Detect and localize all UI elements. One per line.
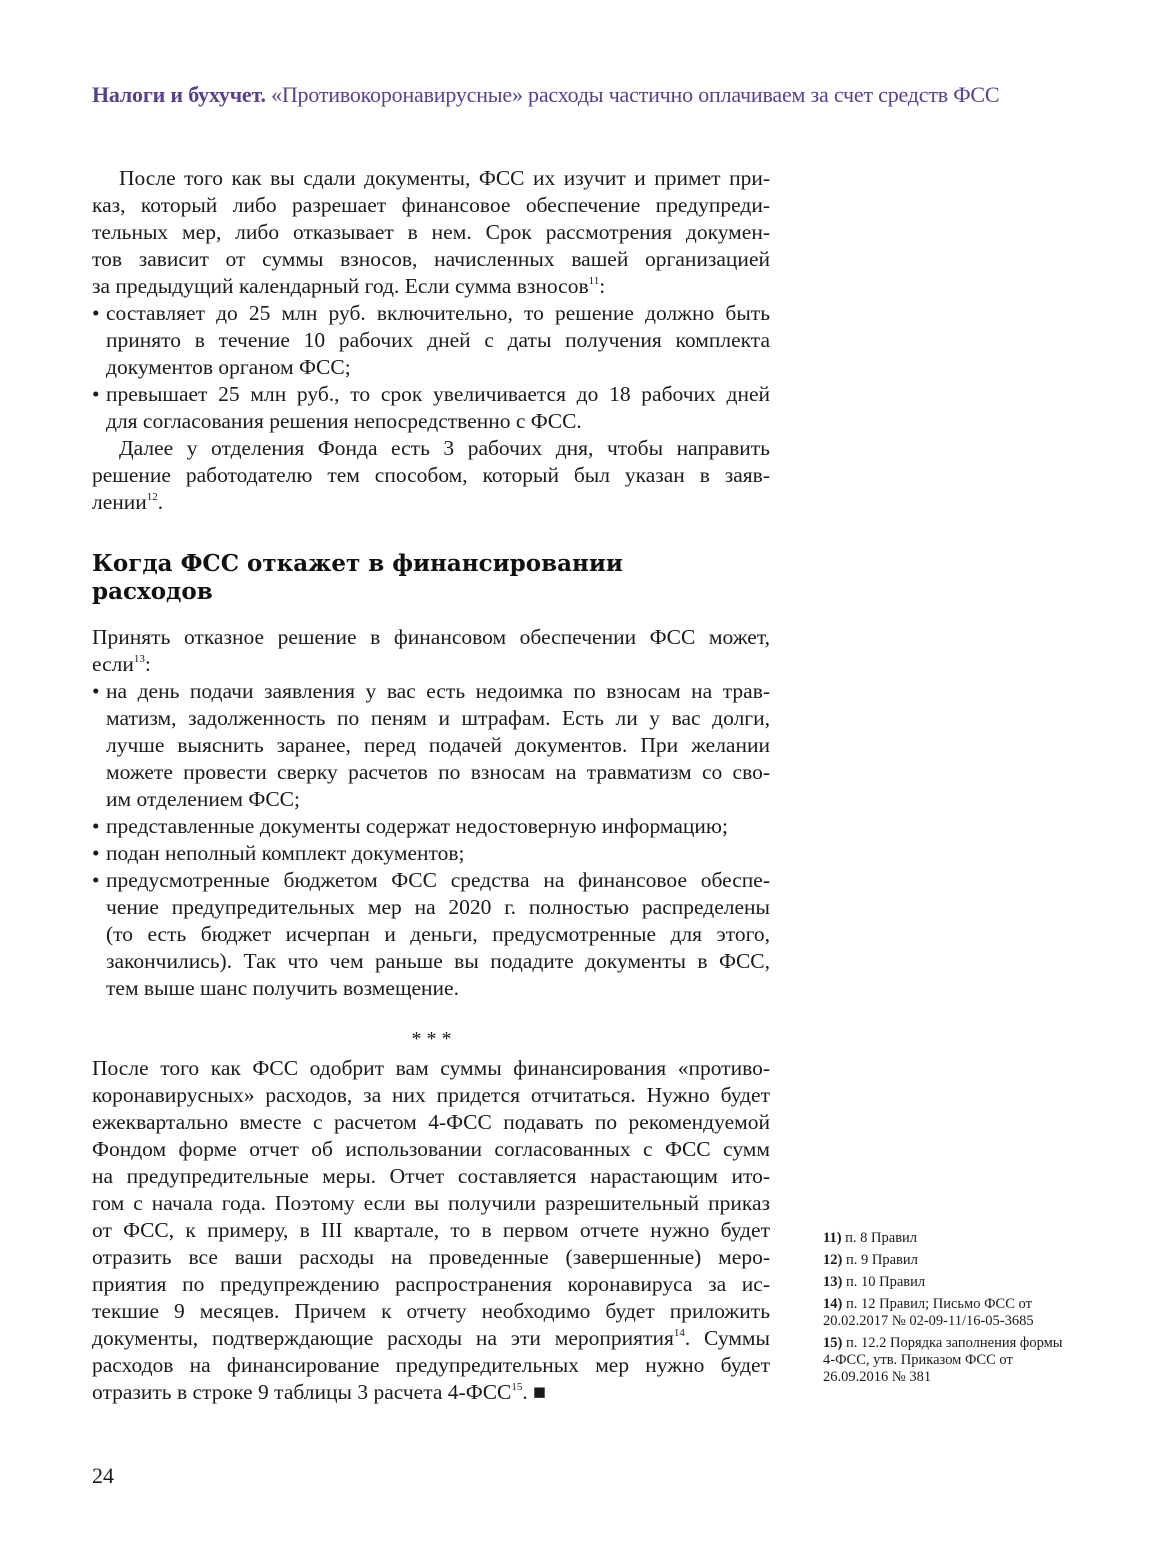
page-number: 24 [92, 1463, 114, 1488]
text-line [92, 1190, 770, 1217]
text-line [92, 651, 770, 678]
line-text: на день подачи заявления у вас есть недоимка по взносам на трав- [106, 679, 770, 703]
running-header [92, 82, 999, 108]
bullet-item [92, 840, 770, 867]
text-line [106, 732, 770, 759]
line-text: отразить все ваши расходы на проведенные (завершенные) меро- [92, 1245, 770, 1269]
footnote-text: п. 12.2 Порядка заполнения формы 4-ФСС, утв. Приказом ФСС от 26.09.2016 № 381 [823, 1335, 1063, 1385]
text-line [106, 705, 770, 732]
line-text: ежеквартально вместе с расчетом 4-ФСС подавать по рекомендуемой [92, 1110, 770, 1134]
line-text: предусмотренные бюджетом ФСС средства на финансовое обеспе- [106, 868, 770, 892]
text-line [106, 759, 770, 786]
text-line [106, 678, 770, 705]
text-line [92, 1379, 770, 1406]
line-text: закончились). Так что чем раньше вы подадите документы в ФСС, [106, 949, 770, 973]
footnote [823, 1252, 1063, 1269]
line-text-after: . [157, 490, 164, 514]
paragraph [92, 624, 770, 678]
line-text: чение предупредительных мер на 2020 г. полностью распределены [106, 895, 770, 919]
footnote-ref: 15 [511, 1381, 523, 1393]
footnote-text: п. 12 Правил; Письмо ФСС от 20.02.2017 № 02-09-11/16-05-3685 [823, 1296, 1034, 1329]
text-line [92, 246, 770, 273]
footnote-number: 13) [823, 1274, 843, 1290]
footnote-number: 14) [823, 1296, 843, 1312]
text-line [92, 1298, 770, 1325]
line-text: гом с начала года. Поэтому если вы получили разрешительный приказ [92, 1191, 770, 1215]
text-block-refusal-reasons [92, 624, 770, 1002]
text-line [92, 1163, 770, 1190]
text-line [92, 1055, 770, 1082]
text-line [106, 354, 770, 381]
bullet-item [92, 813, 770, 840]
line-text: тельных мер, либо отказывает в нем. Срок рассмотрения докумен- [92, 220, 770, 244]
text-line [92, 192, 770, 219]
line-text: текшие 9 месяцев. Причем к отчету необходимо будет приложить [92, 1299, 770, 1323]
line-text: за предыдущий календарный год. Если сумма взносов [92, 274, 589, 298]
bullet-item [92, 678, 770, 813]
footnotes [823, 1230, 1063, 1391]
text-line [92, 1325, 770, 1352]
text-line [92, 273, 770, 300]
text-line [106, 948, 770, 975]
text-line [106, 921, 770, 948]
paragraph [92, 165, 770, 300]
text-line [92, 1244, 770, 1271]
line-text: если [92, 652, 134, 676]
footnote [823, 1274, 1063, 1291]
line-text: тем выше шанс получить возмещение. [106, 976, 459, 1000]
bullet-item [92, 381, 770, 435]
paragraph [92, 1055, 770, 1406]
line-text: на предупредительные меры. Отчет составляется нарастающим ито- [92, 1164, 770, 1188]
line-text: лучше выяснить заранее, перед подачей документов. При желании [106, 733, 770, 757]
line-text: Далее у отделения Фонда есть 3 рабочих дня, чтобы направить [119, 436, 770, 460]
heading-line: Когда ФСС откажет в финансировании [92, 550, 623, 577]
footnote [823, 1230, 1063, 1247]
text-line [92, 1109, 770, 1136]
line-text: можете провести сверку расчетов по взносам на травматизм со сво- [106, 760, 770, 784]
heading-line: расходов [92, 578, 213, 605]
line-text-after: . ■ [522, 1380, 547, 1404]
text-line [106, 975, 770, 1002]
line-text: принято в течение 10 рабочих дней с даты получения комплекта [106, 328, 770, 352]
footnote-text: п. 8 Правил [845, 1230, 918, 1246]
line-text-after: : [599, 274, 606, 298]
text-line [106, 867, 770, 894]
text-line [92, 624, 770, 651]
line-text: представленные документы содержат недостоверную информацию; [106, 814, 728, 838]
line-text: решение работодателю тем способом, который был указан в заяв- [92, 463, 770, 487]
line-text: (то есть бюджет исчерпан и деньги, предусмотренные для этого, [106, 922, 770, 946]
footnote-number: 12) [823, 1252, 843, 1268]
line-text: После того как ФСС одобрит вам суммы финансирования «противо- [92, 1056, 770, 1080]
line-text: каз, который либо разрешает финансовое обеспечение предупреди- [92, 193, 770, 217]
line-text: приятия по предупреждению распространения коронавируса за ис- [92, 1272, 770, 1296]
line-text: матизм, задолженность по пеням и штрафам. Есть ли у вас долги, [106, 706, 770, 730]
text-line [92, 1082, 770, 1109]
footnote-number: 15) [823, 1335, 843, 1351]
line-text: коронавирусных» расходов, за них придется отчитаться. Нужно будет [92, 1083, 770, 1107]
text-line [92, 1352, 770, 1379]
text-line [106, 813, 770, 840]
text-line [92, 1136, 770, 1163]
separator: * * * [411, 1028, 452, 1050]
text-line [92, 435, 770, 462]
footnote-number: 11) [823, 1230, 842, 1246]
text-line [106, 327, 770, 354]
text-line [92, 462, 770, 489]
line-text: отразить в строке 9 таблицы 3 расчета 4-ФСС [92, 1380, 512, 1404]
footnote-ref: 13 [133, 653, 145, 665]
footnote [823, 1335, 1063, 1386]
line-text: от ФСС, к примеру, в III квартале, то в первом отчете нужно будет [92, 1218, 770, 1242]
line-text: документов органом ФСС; [106, 355, 351, 379]
text-line [106, 300, 770, 327]
text-line [92, 219, 770, 246]
footnote-text: п. 9 Правил [845, 1252, 918, 1268]
text-line [106, 381, 770, 408]
line-text: превышает 25 млн руб., то срок увеличивается до 18 рабочих дней [106, 382, 770, 406]
line-text: После того как вы сдали документы, ФСС их изучит и примет при- [119, 166, 770, 190]
line-text: подан неполный комплект документов; [106, 841, 465, 865]
line-text: документы, подтверждающие расходы на эти мероприятия [92, 1326, 674, 1350]
line-text: им отделением ФСС; [106, 787, 300, 811]
bullet-item [92, 867, 770, 1002]
line-text: лении [92, 490, 147, 514]
footnote-ref: 14 [673, 1327, 685, 1339]
footnote-ref: 12 [146, 491, 158, 503]
text-line [106, 840, 770, 867]
text-block-review-terms [92, 165, 770, 516]
bullet-item [92, 300, 770, 381]
text-line [92, 165, 770, 192]
line-text: тов зависит от суммы взносов, начисленных вашей организацией [92, 247, 770, 271]
line-text: Принять отказное решение в финансовом обеспечении ФСС может, [92, 625, 770, 649]
header-section: Налоги и бухучет. [92, 82, 266, 107]
text-line [92, 1271, 770, 1298]
footnote [823, 1296, 1063, 1330]
text-block-reporting [92, 1055, 770, 1406]
section-heading [92, 550, 623, 606]
line-text-after: . Суммы [684, 1326, 770, 1350]
text-line [106, 786, 770, 813]
text-line [106, 894, 770, 921]
line-text: расходов на финансирование предупредительных мер нужно будет [92, 1353, 770, 1377]
line-text: составляет до 25 млн руб. включительно, то решение должно быть [106, 301, 770, 325]
line-text: для согласования решения непосредственно с ФСС. [106, 409, 582, 433]
text-line [106, 408, 770, 435]
header-title: «Противокоронавирусные» расходы частично оплачиваем за счет средств ФСС [271, 82, 1000, 107]
line-text-after: : [144, 652, 151, 676]
paragraph [92, 435, 770, 516]
text-line [92, 1217, 770, 1244]
text-line [92, 489, 770, 516]
footnote-text: п. 10 Правил [845, 1274, 926, 1290]
line-text: Фондом форме отчет об использовании согласованных с ФСС сумм [92, 1137, 770, 1161]
footnote-ref: 11 [588, 275, 600, 287]
